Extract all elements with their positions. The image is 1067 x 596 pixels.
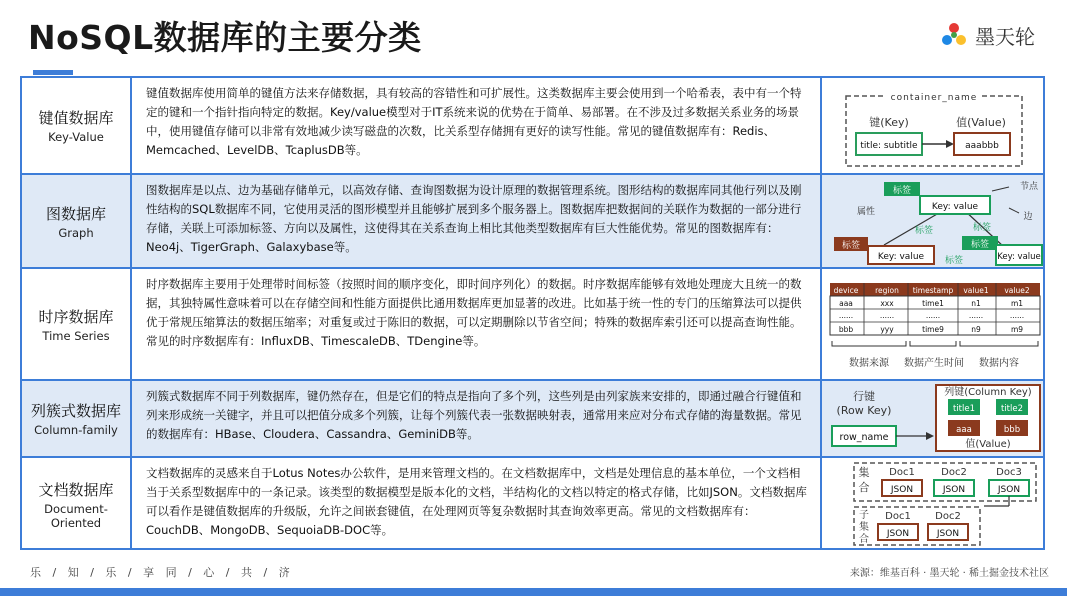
- ts-cell: m9: [1010, 325, 1024, 334]
- graph-tag-left: 标签: [841, 241, 861, 251]
- ts-header-value2: value2: [1004, 286, 1030, 295]
- category-name-cell: [22, 175, 132, 267]
- doc-doc2: Doc2: [941, 467, 967, 478]
- doc-set-label-1: 集: [858, 466, 870, 479]
- category-name-cell: [22, 269, 132, 379]
- ts-cell: time1: [922, 299, 944, 308]
- category-name-cell: [22, 458, 132, 550]
- doc-doc3: Doc3: [996, 467, 1022, 478]
- ts-cell: yyy: [880, 325, 894, 334]
- category-description: 键值数据库使用简单的键值方法来存储数据，具有较高的容错性和可扩展性。这类数据库主要会使用到一个哈希表，表中有一个特定的键和一个指针指向特定的数据。Key/value模型对于IT系统来说的优势在于简单、易部署。在不涉及过多数据关系业务的场景中，使用键值存储可以非常有效地减少读写磁盘的次数，比关系型存储拥有更好的读写性能。常见的键值数据库有：Redis、Memcached、LevelDB、TcaplusDB等。: [132, 78, 822, 173]
- footer-source: 来源：维基百科 · 墨天轮 · 稀土掘金技术社区: [849, 568, 1049, 579]
- ts-cell: bbb: [838, 325, 854, 334]
- col-row-key-en: (Row Key): [836, 404, 892, 417]
- ts-cell: n1: [971, 299, 981, 308]
- ts-group-time: 数据产生时间: [904, 358, 964, 369]
- ts-group-content: 数据内容: [979, 358, 1019, 369]
- graph-node-label: 节点: [1019, 182, 1039, 192]
- kv-key-box: title: subtitle: [860, 141, 918, 151]
- ts-cell: m1: [1010, 299, 1024, 308]
- kv-value-box: aaabbb: [965, 141, 999, 151]
- doc-sub-doc1: Doc1: [885, 511, 911, 522]
- category-name-cell: [22, 381, 132, 456]
- graph-edge-tag-bottom: 标签: [944, 256, 964, 266]
- category-description: 时序数据库主要用于处理带时间标签（按照时间的顺序变化，即时间序列化）的数据。时序数据库能够有效地处理庞大且统一的数据，其独特属性意味着可以在存储空间和性能方面提供比通用数据库更加显著的改进。比如基于统一性的专门的压缩算法可以提供优于常规压缩算法的数据压缩率；对重复或过于陈旧的数据，可以定期删除以节省空间；特殊的数据库索引还可以提高查询性能。常见的时序数据库有：InfluxDB、TimescaleDB、TDengine等。: [132, 269, 822, 379]
- graph-attr-label: 属性: [856, 207, 876, 217]
- ts-header-value1: value1: [963, 286, 989, 295]
- ts-cell: n9: [971, 325, 981, 334]
- ts-cell: ......: [1009, 311, 1025, 320]
- logo: [939, 20, 1035, 50]
- ts-cell: ......: [968, 311, 984, 320]
- ts-cell: ......: [879, 311, 895, 320]
- doc-subset-label-3: 合: [859, 534, 869, 545]
- doc-subset-label-1: 子: [859, 510, 869, 521]
- col-title2: title2: [1000, 404, 1024, 414]
- graph-node-left: Key: value: [877, 252, 925, 262]
- ts-cell: xxx: [880, 299, 894, 308]
- category-name-en: Graph: [58, 225, 94, 240]
- kv-key-label: 键(Key): [869, 116, 909, 129]
- kv-value-label: 值(Value): [956, 116, 1006, 129]
- ts-cell: time9: [922, 325, 944, 334]
- doc-json: JSON: [886, 529, 910, 539]
- ts-header-device: device: [833, 286, 859, 295]
- category-name-zh: 列簇式数据库: [30, 402, 121, 420]
- document-diagram: [824, 458, 1043, 550]
- category-name-en: Time Series: [42, 328, 110, 343]
- timeseries-diagram: [824, 269, 1043, 379]
- logo-icon: [939, 20, 969, 50]
- graph-edge-label: 边: [1023, 212, 1033, 222]
- doc-doc1: Doc1: [889, 467, 915, 478]
- doc-subset-label-2: 集: [859, 522, 869, 533]
- table-row: [22, 175, 1043, 269]
- graph-tag-top: 标签: [892, 186, 912, 196]
- col-row-name: row_name: [839, 432, 889, 443]
- category-description: 文档数据库的灵感来自于Lotus Notes办公软件，是用来管理文档的。在文档数据库中，文档是处理信息的基本单位，一个文档相当于关系型数据库中的一条记录。该类型的数据模型是版本化的文档，半结构化的文档以特定的格式存储，比如JSON。文档数据库可以看作是键值数据库的升级版，允许之间嵌套键值，在处理网页等复杂数据时其查询效率更高。常见的文档数据库有：CouchDB、MongoDB、SequoiaDB-DOC等。: [132, 458, 822, 550]
- col-row-key-title: 行键: [853, 390, 875, 403]
- col-aaa: aaa: [956, 425, 972, 435]
- ts-cell: ......: [925, 311, 941, 320]
- doc-set-label-2: 合: [858, 481, 870, 494]
- table-row: [22, 458, 1043, 550]
- graph-edge-tag-right: 标签: [972, 223, 992, 233]
- graph-edge-tag-left: 标签: [914, 226, 934, 236]
- doc-json: JSON: [890, 485, 914, 495]
- doc-sub-doc2: Doc2: [935, 511, 961, 522]
- col-value-label: 值(Value): [965, 439, 1011, 450]
- doc-json: JSON: [997, 485, 1021, 495]
- graph-diagram: [824, 175, 1043, 267]
- category-name-en: Column-family: [34, 423, 118, 437]
- category-name-zh: 文档数据库: [38, 480, 114, 499]
- ts-cell: aaa: [839, 299, 853, 308]
- category-name-cell: [22, 78, 132, 173]
- logo-text: 墨天轮: [975, 24, 1035, 49]
- category-name-zh: 时序数据库: [38, 307, 114, 326]
- table-row: [22, 78, 1043, 175]
- col-col-key: 列键(Column Key): [944, 387, 1032, 398]
- category-description: 列簇式数据库不同于列数据库，键仍然存在，但是它们的特点是指向了多个列，这些列是由列家族来安排的，即通过融合行键值和列来形成统一关键字，并且可以把值分成多个列簇，让每个列簇代表一张数据映射表，通常用来应对分布式存储的海量数据。常见的数据库有：HBase、Cloudera、Cassandra、GeminiDB等。: [132, 381, 822, 456]
- col-title1: title1: [952, 404, 976, 414]
- category-name-en: Document-Oriented: [44, 501, 108, 530]
- kv-container-label: container_name: [890, 93, 978, 103]
- graph-tag-right: 标签: [970, 240, 990, 250]
- doc-json: JSON: [942, 485, 966, 495]
- kv-diagram: [824, 78, 1043, 173]
- page-title: NoSQL数据库的主要分类: [28, 18, 422, 57]
- title-underline-accent: [33, 70, 73, 75]
- nosql-category-table: [20, 76, 1045, 550]
- ts-header-region: region: [875, 286, 899, 295]
- ts-header-timestamp: timestamp: [912, 286, 954, 295]
- category-name-en: Key-Value: [48, 130, 104, 144]
- bottom-accent-bar: [0, 588, 1067, 596]
- category-name-zh: 键值数据库: [38, 109, 114, 127]
- graph-node-right: Key: value: [997, 252, 1041, 262]
- column-family-diagram: [824, 381, 1043, 456]
- doc-json: JSON: [936, 529, 960, 539]
- table-row: [22, 269, 1043, 381]
- footer-slogan: 乐 / 知 / 乐 / 享 同 / 心 / 共 / 济: [30, 566, 294, 579]
- ts-group-source: 数据来源: [849, 358, 889, 369]
- category-description: 图数据库是以点、边为基础存储单元，以高效存储、查询图数据为设计原理的数据管理系统。图形结构的数据库同其他行列以及刚性结构的SQL数据库不同，它使用灵活的图形模型并且能够扩展到多个服务器上。图数据库把数据间的关联作为数据的一部分进行存储，关联上可添加标签、方向以及属性，这使得其在关系查询上相比其他类型数据库有巨大性能优势。常见的图数据库有： Neo4j、TigerGraph、Galaxybase等。: [132, 175, 822, 267]
- table-row: [22, 381, 1043, 458]
- col-bbb: bbb: [1003, 425, 1021, 435]
- graph-node-top: Key: value: [931, 202, 979, 212]
- category-name-zh: 图数据库: [45, 204, 106, 223]
- ts-cell: ......: [838, 311, 854, 320]
